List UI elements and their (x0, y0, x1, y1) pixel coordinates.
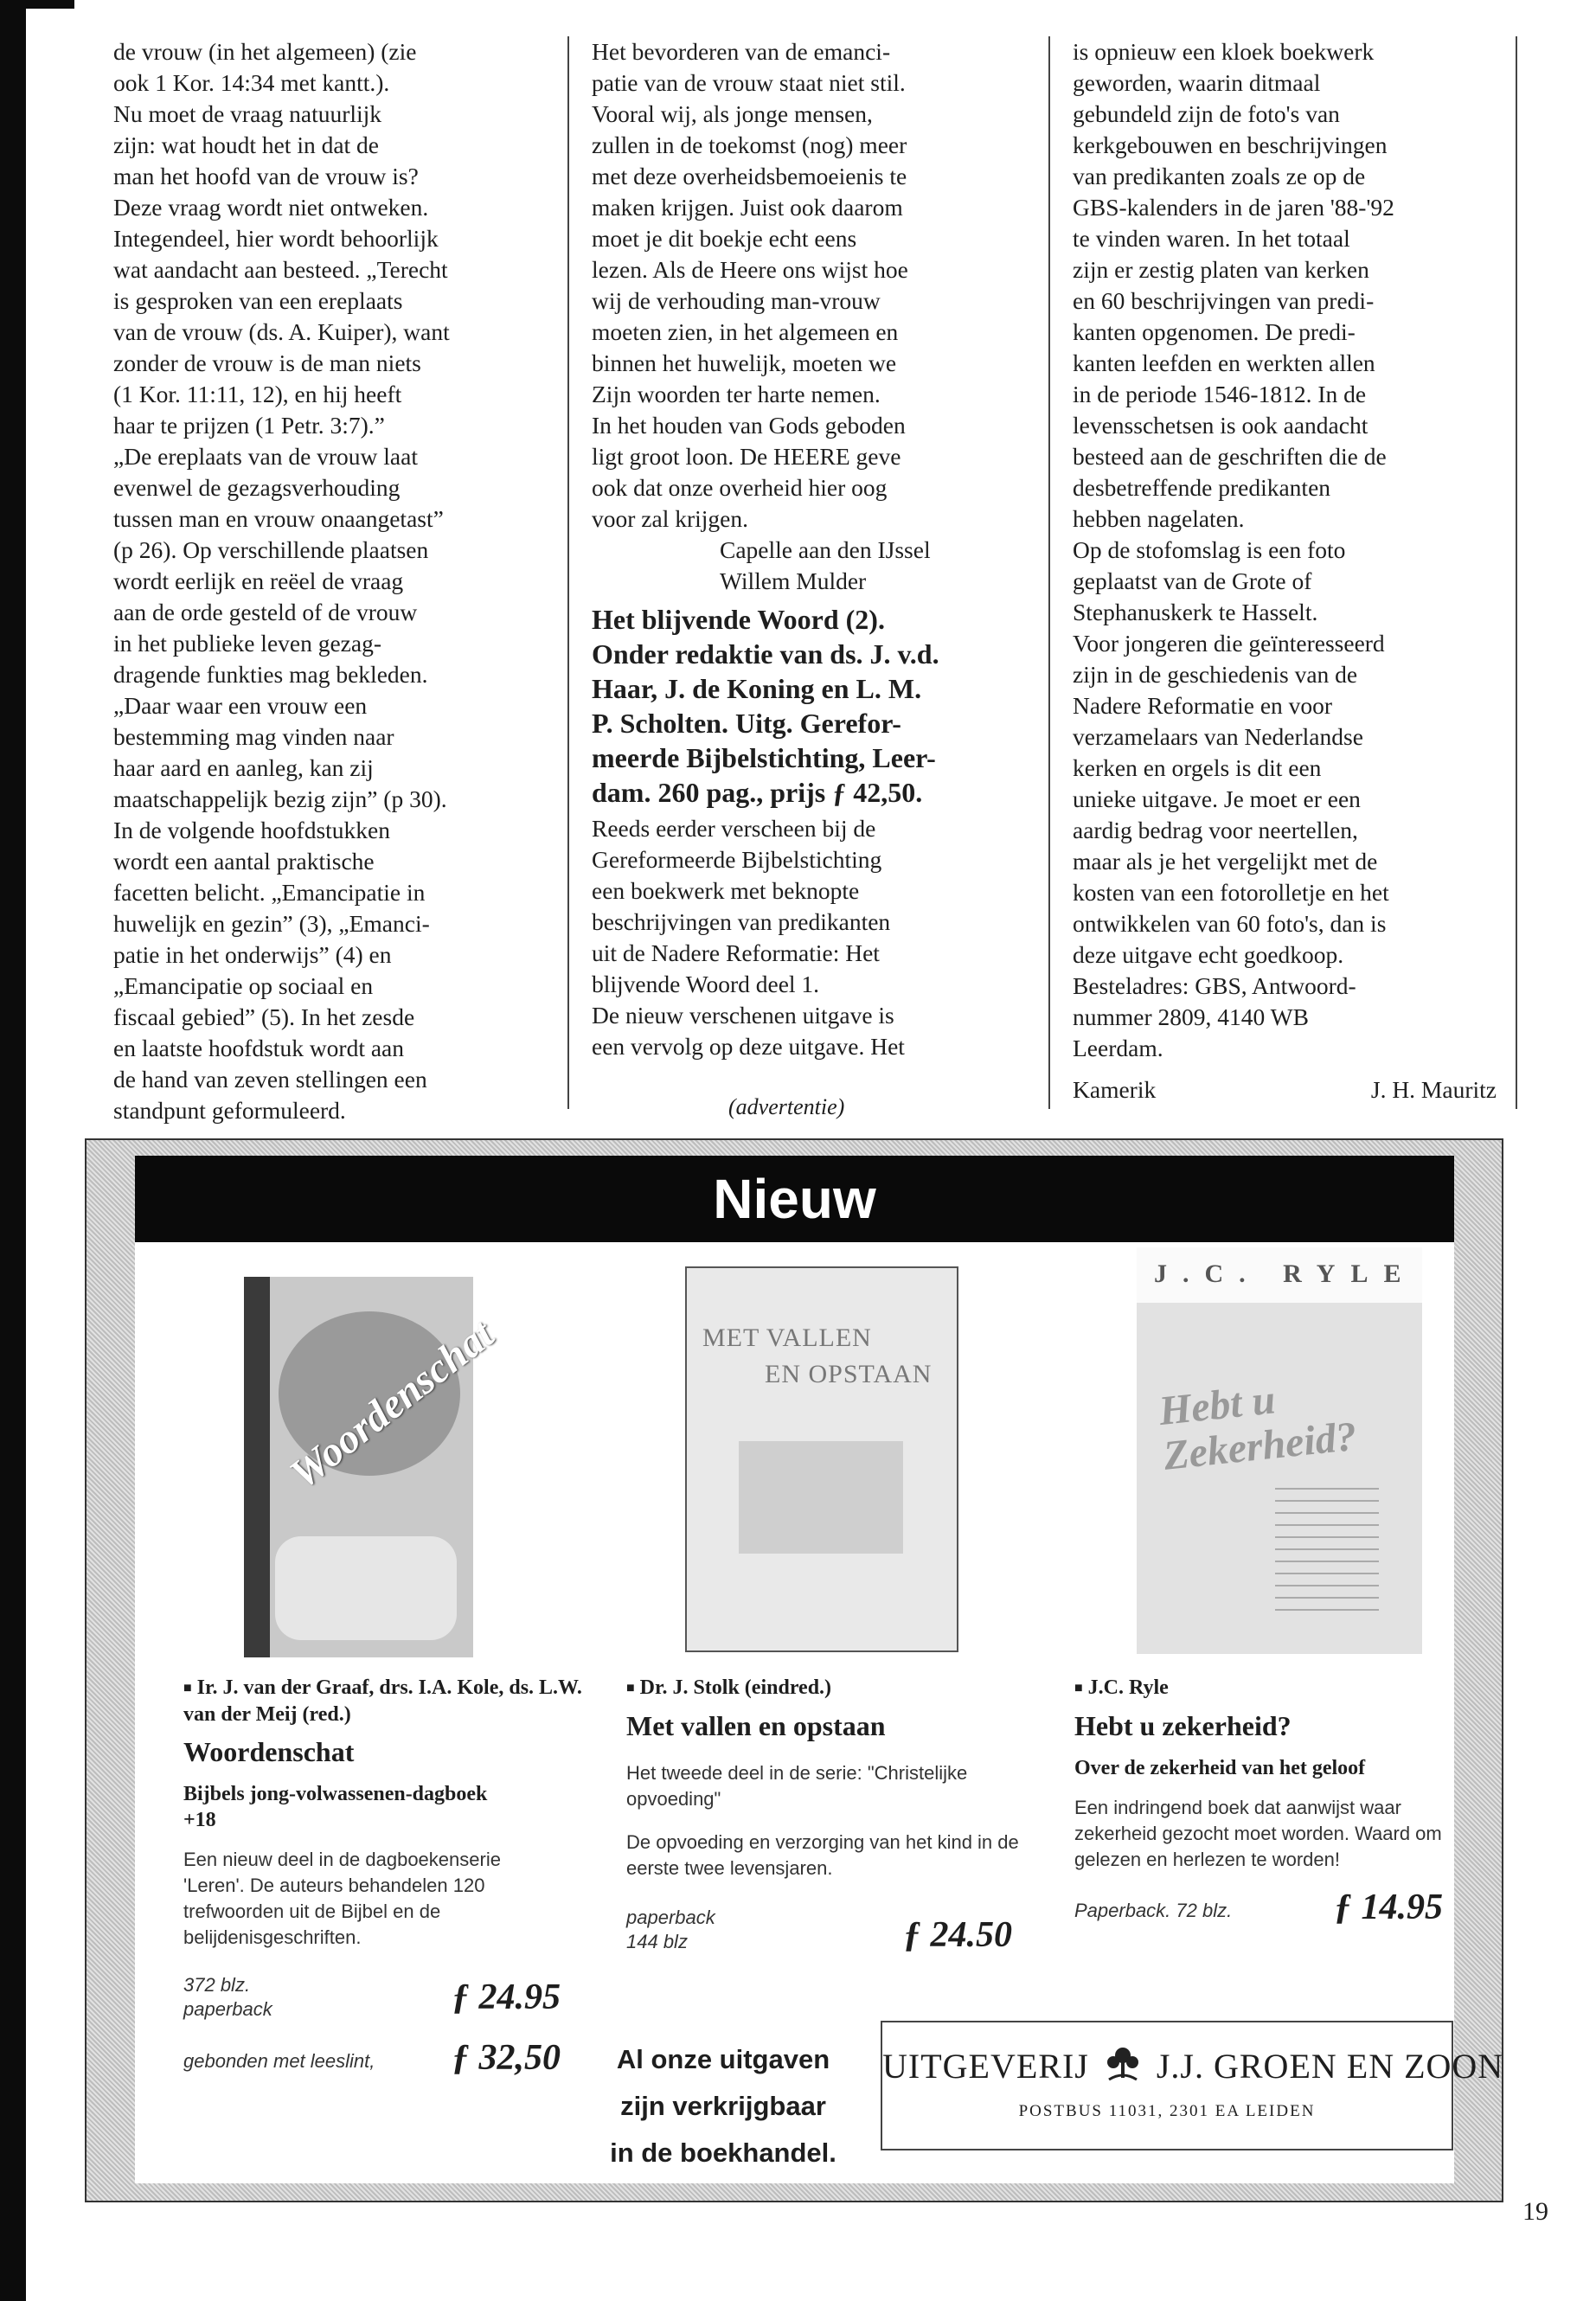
heading-line: P. Scholten. Uitg. Gerefor- (592, 708, 901, 739)
text-line: blijvende Woord deel 1. (592, 971, 820, 997)
text-line: zijn: wat houdt het in dat de (113, 131, 380, 158)
text-line: kosten van een fotorolletje en het (1073, 879, 1389, 906)
advertisement-box (85, 1138, 1503, 2202)
text-line: deze uitgave echt goedkoop. (1073, 941, 1344, 968)
book-hardcover-row (183, 2037, 599, 2077)
text-line: ook dat onze overheid hier oog (592, 474, 888, 501)
text-line: van predikanten zoals ze op de (1073, 163, 1366, 189)
scan-edge-top (0, 0, 74, 9)
text-line: Integendeel, hier wordt behoorlijk (113, 225, 439, 252)
text-line: verzamelaars van Nederlandse (1073, 723, 1363, 750)
publisher-name-left: UITGEVERIJ (882, 2047, 1089, 2086)
text-line: geplaatst van de Grote of (1073, 567, 1312, 594)
book-description: Een nieuw deel in de dagboekenserie 'Leren'. De auteurs behandelen 120 trefwoorden uit de Bijbel en de belijdenisgeschriften. (183, 1849, 501, 1948)
text-line: maken krijgen. Juist ook daarom (592, 194, 903, 221)
text-line: haar aard en aanleg, kan zij (113, 754, 374, 781)
text-line: en 60 beschrijvingen van predi- (1073, 287, 1375, 314)
text-line: moeten zien, in het algemeen en (592, 318, 899, 345)
text-line: lezen. Als de Heere ons wijst hoe (592, 256, 908, 283)
text-line: Gereformeerde Bijbelstichting (592, 846, 882, 873)
review-signature (1073, 1074, 1497, 1106)
scan-edge-bar (0, 0, 26, 2301)
text-line: is gesproken van een ereplaats (113, 287, 403, 314)
text-line: (1 Kor. 11:11, 12), en hij heeft (113, 381, 402, 407)
book-listing-woordenschat (183, 1675, 599, 2077)
text-line: zijn in de geschiedenis van de (1073, 661, 1358, 688)
text-line: hebben nagelaten. (1073, 505, 1245, 532)
availability-line: Al onze uitgaven (616, 2044, 830, 2074)
text-line: wat aandacht aan besteed. „Terecht (113, 256, 448, 283)
text-line: aan de orde gesteld of de vrouw (113, 599, 418, 625)
availability-note (593, 2036, 853, 2176)
text-line: van de vrouw (ds. A. Kuiper), want (113, 318, 450, 345)
text-line: de vrouw (in het algemeen) (zie (113, 38, 417, 65)
text-line: Stephanuskerk te Hasselt. (1073, 599, 1318, 625)
book-description: Een indringend boek dat aanwijst waar zekerheid gezocht moet worden. Waard om gelezen en herlezen te worden! (1074, 1797, 1442, 1870)
publisher-logo-icon (1104, 2045, 1142, 2083)
book-binding: paperback (626, 1907, 715, 1928)
heading-line: Onder redaktie van ds. J. v.d. (592, 638, 939, 670)
text-line: zullen in de toekomst (nog) meer (592, 131, 907, 158)
book-listing-met-vallen (626, 1675, 1042, 1958)
text-line: Het bevorderen van de emanci- (592, 38, 891, 65)
book-price: ƒ 14.95 (1334, 1888, 1443, 1927)
text-line: (p 26). Op verschillende plaatsen (113, 536, 429, 563)
book-listing-hebt-u-zekerheid (1074, 1675, 1455, 1930)
text-line: Reeds eerder verscheen bij de (592, 815, 876, 842)
book-title: Woordenschat (183, 1736, 355, 1767)
text-line: levensschetsen is ook aandacht (1073, 412, 1368, 439)
text-line: zijn er zestig platen van kerken (1073, 256, 1369, 283)
heading-line: Het blijvende Woord (2). (592, 604, 885, 635)
text-line: In het houden van Gods geboden (592, 412, 906, 439)
text-line: nummer 2809, 4140 WB (1073, 1003, 1309, 1030)
availability-line: in de boekhandel. (610, 2138, 836, 2168)
text-line: in het publieke leven gezag- (113, 630, 382, 657)
text-line: Nadere Reformatie en voor (1073, 692, 1333, 719)
book-author: ■ J.C. Ryle (1074, 1675, 1455, 1702)
text-line: met deze overheidsbemoeienis te (592, 163, 907, 189)
advertisement-inner (135, 1156, 1504, 2183)
book-description-series: Het tweede deel in de serie: "Christelijke opvoeding" (626, 1762, 968, 1810)
text-line: Besteladres: GBS, Antwoord- (1073, 972, 1356, 999)
cover-title-line2: EN OPSTAAN (765, 1360, 933, 1388)
text-line: geworden, waarin ditmaal (1073, 69, 1321, 96)
book-review-heading (592, 602, 1024, 810)
text-line: Zijn woorden ter harte nemen. (592, 381, 881, 407)
text-line: desbetreffende predikanten (1073, 474, 1331, 501)
heading-line: Haar, J. de Koning en L. M. (592, 673, 922, 704)
text-line: kerkgebouwen en beschrijvingen (1073, 131, 1388, 158)
heading-line: meerde Bijbelstichting, Leer- (592, 742, 936, 773)
text-line: „Daar waar een vrouw een (113, 692, 368, 719)
cover-spine-stripe (244, 1277, 270, 1657)
text-line: tussen man en vrouw onaangetast” (113, 505, 444, 532)
cover-title: Woordenschat (281, 1311, 503, 1498)
text-line: man het hoofd van de vrouw is? (113, 163, 419, 189)
text-line: binnen het huwelijk, moeten we (592, 349, 897, 376)
text-line: ligt groot loon. De HEERE geve (592, 443, 901, 470)
book-cover-woordenschat (244, 1277, 503, 1657)
text-line: haar te prijzen (1 Petr. 3:7).” (113, 412, 385, 439)
text-line: „De ereplaats van de vrouw laat (113, 443, 418, 470)
text-line: gebundeld zijn de foto's van (1073, 100, 1340, 127)
column-rule-3 (1516, 36, 1517, 1109)
text-line: kerken en orgels is dit een (1073, 754, 1322, 781)
text-line: de hand van zeven stellingen een (113, 1066, 427, 1093)
cover-title: Hebt u Zekerheid? (1157, 1376, 1359, 1479)
advertisement-label: (advertentie) (728, 1094, 845, 1119)
cover-illustration (275, 1536, 457, 1640)
book-binding: paperback (183, 1998, 272, 2020)
book-format-row (626, 1906, 1042, 1958)
text-line: kanten leefden en werkten allen (1073, 349, 1375, 376)
publisher-name (882, 2045, 1504, 2086)
text-line: dragende funkties mag bekleden. (113, 661, 428, 688)
cover-title-line1: MET VALLEN (702, 1324, 872, 1352)
review-signature-place: Capelle aan den IJssel (720, 536, 931, 563)
text-line: uit de Nadere Reformatie: Het (592, 939, 880, 966)
text-line: patie in het onderwijs” (4) en (113, 941, 392, 968)
book-subtitle: Bijbels jong-volwassenen-dagboek +18 (183, 1783, 488, 1831)
text-line: ook 1 Kor. 14:34 met kantt.). (113, 69, 390, 96)
text-line: Deze vraag wordt niet ontweken. (113, 194, 429, 221)
book-author: ■ Dr. J. Stolk (eindred.) (626, 1675, 1042, 1702)
book-price: ƒ 24.95 (452, 1977, 561, 2017)
text-line: een vervolg op deze uitgave. Het (592, 1033, 905, 1060)
text-column-3 (1073, 36, 1505, 1106)
text-line: moet je dit boekje echt eens (592, 225, 857, 252)
cover-author: J.C. RYLE (1154, 1259, 1417, 1288)
text-line: GBS-kalenders in de jaren '88-'92 (1073, 194, 1394, 221)
availability-line: zijn verkrijgbaar (620, 2091, 826, 2121)
text-line: wordt eerlijk en reëel de vraag (113, 567, 404, 594)
text-line: in de periode 1546-1812. In de (1073, 381, 1367, 407)
text-line: kanten opgenomen. De predi- (1073, 318, 1356, 345)
text-line: voor zal krijgen. (592, 505, 748, 532)
book-binding-hardcover: gebonden met leeslint, (183, 2050, 375, 2072)
page-number: 19 (1522, 2197, 1548, 2226)
text-line: Leerdam. (1073, 1035, 1163, 1061)
text-line: evenwel de gezagsverhouding (113, 474, 401, 501)
book-subtitle: Over de zekerheid van het geloof (1074, 1757, 1366, 1779)
text-line: facetten belicht. „Emancipatie in (113, 879, 426, 906)
text-line: fiscaal gebied” (5). In het zesde (113, 1003, 415, 1030)
text-line: Op de stofomslag is een foto (1073, 536, 1346, 563)
text-line: wij de verhouding man-vrouw (592, 287, 881, 314)
publisher-block (881, 2021, 1504, 2150)
review-signature-author: Willem Mulder (720, 567, 867, 594)
text-line: Vooral wij, als jonge mensen, (592, 100, 873, 127)
book-pages: 144 blz (626, 1931, 688, 1952)
cover-text-block (1275, 1481, 1379, 1611)
text-line: een boekwerk met beknopte (592, 877, 860, 904)
book-price: ƒ 24.50 (903, 1915, 1012, 1955)
text-line: is opnieuw een kloek boekwerk (1073, 38, 1375, 65)
book-author: ■ Ir. J. van der Graaf, drs. I.A. Kole, ds. L.W. van der Meij (red.) (183, 1675, 599, 1727)
text-line: bestemming mag vinden naar (113, 723, 394, 750)
book-title: Met vallen en opstaan (626, 1710, 886, 1741)
text-line: „Emancipatie op sociaal en (113, 972, 374, 999)
text-line: ontwikkelen van 60 foto's, dan is (1073, 910, 1387, 937)
column-rule-2 (1048, 36, 1050, 1109)
text-line: maar als je het vergelijkt met de (1073, 848, 1378, 875)
text-line: Voor jongeren die geïnteresseerd (1073, 630, 1385, 657)
book-format: Paperback. 72 blz. (1074, 1900, 1233, 1921)
book-price-hardcover: ƒ 32,50 (452, 2038, 561, 2078)
review-signature-place: Kamerik (1073, 1076, 1157, 1103)
publisher-address: POSTBUS 11031, 2301 EA LEIDEN (1018, 2102, 1316, 2120)
text-line: De nieuw verschenen uitgave is (592, 1002, 894, 1029)
heading-line: dam. 260 pag., prijs ƒ 42,50. (592, 777, 923, 808)
column-rule-1 (567, 36, 569, 1109)
text-line: zonder de vrouw is de man niets (113, 349, 421, 376)
book-description: De opvoeding en verzorging van het kind in de eerste twee levensjaren. (626, 1831, 1019, 1879)
text-line: wordt een aantal praktische (113, 848, 375, 875)
book-format-row (1074, 1887, 1455, 1930)
book-pages: 372 blz. (183, 1974, 251, 1996)
text-line: patie van de vrouw staat niet stil. (592, 69, 906, 96)
publisher-name-right: J.J. GROEN EN ZOON (1156, 2047, 1504, 2086)
book-title: Hebt u zekerheid? (1074, 1710, 1292, 1741)
text-line: besteed aan de geschriften die de (1073, 443, 1387, 470)
text-line: Nu moet de vraag natuurlijk (113, 100, 382, 127)
text-column-2 (592, 36, 1024, 1062)
book-cover-hebt-u-zekerheid (1137, 1247, 1422, 1654)
review-signature-author: J. H. Mauritz (1370, 1076, 1497, 1103)
text-line: In de volgende hoofdstukken (113, 817, 390, 843)
book-format-row (183, 1973, 599, 2025)
text-line: te vinden waren. In het totaal (1073, 225, 1350, 252)
text-line: maatschappelijk bezig zijn” (p 30). (113, 785, 447, 812)
text-line: beschrijvingen van predikanten (592, 908, 891, 935)
text-line: en laatste hoofdstuk wordt aan (113, 1035, 405, 1061)
cover-illustration (739, 1441, 903, 1554)
text-line: unieke uitgave. Je moet er een (1073, 785, 1361, 812)
book-cover-met-vallen (685, 1266, 958, 1652)
text-line: standpunt geformuleerd. (113, 1097, 346, 1124)
text-line: huwelijk en gezin” (3), „Emanci- (113, 910, 430, 937)
text-column-1 (113, 36, 546, 1126)
text-line: aardig bedrag voor neertellen, (1073, 817, 1358, 843)
advertisement-banner: Nieuw (135, 1156, 1454, 1242)
